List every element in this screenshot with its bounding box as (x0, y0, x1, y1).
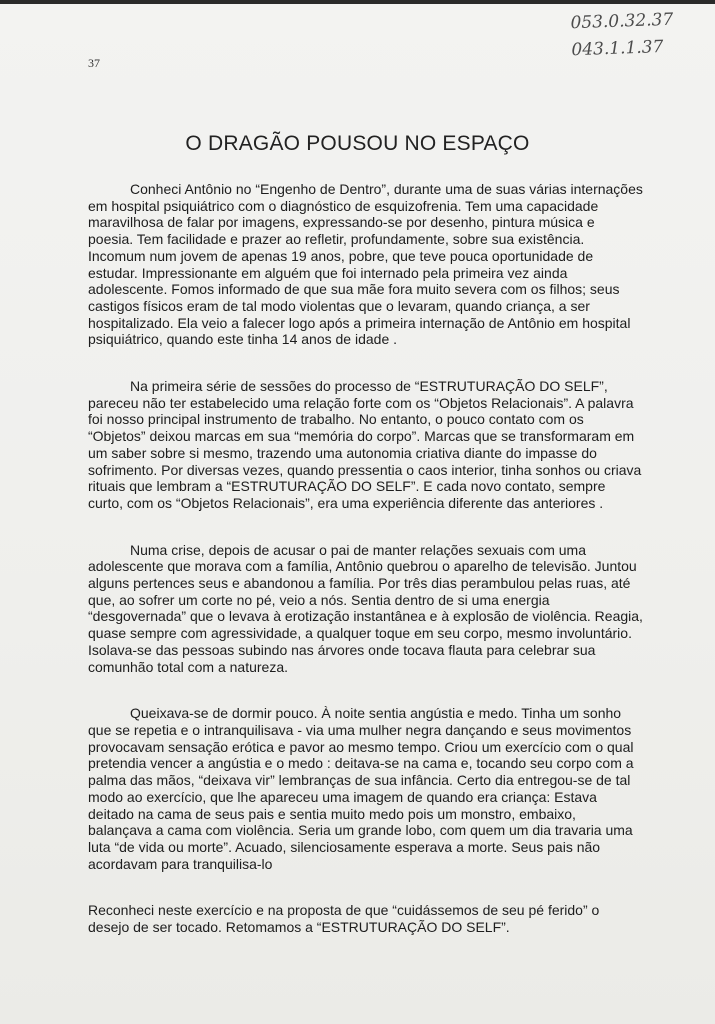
document-body (88, 181, 643, 966)
paragraph-4: Queixava-se de dormir pouco. À noite sentia angústia e medo. Tinha um sonho que se repetia e o intranquilisava - via uma mulher negra dançando e seus movimentos provocavam sensação erótica e pavor ao mesmo tempo. Criou um exercício com o qual pretendia vencer a angústia e o medo : deitava-se na cama e, tocando seu corpo com a palma das mãos, “deixava vir” lembranças de sua infância. Certo dia entregou-se de tal modo ao exercício, que lhe apareceu uma imagem de quando era criança: Estava deitado na cama de seus pais e sentia muito medo pois um monstro, embaixo, balançava a cama com violência. Seria um grande lobo, com quem um dia travaria uma luta “de vida ou morte”. Acuado, silenciosamente esperava a morte. Seus pais não acordavam para tranquilisa-lo (88, 705, 634, 872)
handwritten-reference-notes (570, 6, 702, 65)
document-page (0, 4, 715, 1024)
page-number: 37 (88, 56, 100, 70)
handwritten-note-2: 043.1.1.37 (571, 37, 664, 61)
handwritten-note-1: 053.0.32.37 (570, 9, 674, 34)
paragraph-2: Na primeira série de sessões do processo de “ESTRUTURAÇÃO DO SELF”, pareceu não ter estabelecido uma relação forte com os “Objetos Relacionais”. A palavra foi nosso principal instrumento de trabalho. No entanto, o pouco contato com os “Objetos” deixou marcas em sua “memória do corpo”. Marcas que se transformaram em um saber sobre si mesmo, trazendo uma autonomia criativa diante do impasse do sofrimento. Por diversas vezes, quando pressentia o caos interior, tinha sonhos ou criava rituais que lembram a “ESTRUTURAÇÃO DO SELF”. E cada novo contato, sempre curto, com os “Objetos Relacionais”, era uma experiência diferente das anteriores . (88, 378, 642, 511)
document-title: O DRAGÃO POUSOU NO ESPAÇO (185, 132, 530, 155)
paragraph-final: Reconheci neste exercício e na proposta de que “cuidássemos de seu pé ferido” o desejo de ser tocado. Retomamos a “ESTRUTURAÇÃO DO SELF”. (88, 902, 600, 936)
paragraph-3: Numa crise, depois de acusar o pai de manter relações sexuais com uma adolescente que morava com a família, Antônio quebrou o aparelho de televisão. Juntou alguns pertences seus e abandonou a família. Por três dias perambulou pelas ruas, até que, ao sofrer um corte no pé, veio a nós. Sentia dentro de si uma energia “desgovernada” que o levava à erotização instantânea e à explosão de violência. Reagia, quase sempre com agressividade, a qualquer toque em seu corpo, mesmo involuntário. Isolava-se das pessoas subindo nas árvores onde tocava flauta para celebrar sua comunhão total com a natureza. (88, 541, 643, 675)
paragraph-1: Conheci Antônio no “Engenho de Dentro”, durante uma de suas várias internações em hospital psiquiátrico com o diagnóstico de esquizofrenia. Tem uma capacidade maravilhosa de falar por imagens, expressando-se por desenho, pintura música e poesia. Tem facilidade e prazer ao refletir, profundamente, sobre sua existência. Incomum num jovem de apenas 19 anos, pobre, que teve pouca oportunidade de estudar. Impressionante em alguém que foi internado pela primeira vez ainda adolescente. Fomos informado de que sua mãe fora muito severa com os filhos; seus castigos físicos eram de tal modo violentas que o levaram, quando criança, a ser hospitalizado. Ela veio a falecer logo após a primeira internação de Antônio em hospital psiquiátrico, quando este tinha 14 anos de idade . (88, 181, 643, 348)
